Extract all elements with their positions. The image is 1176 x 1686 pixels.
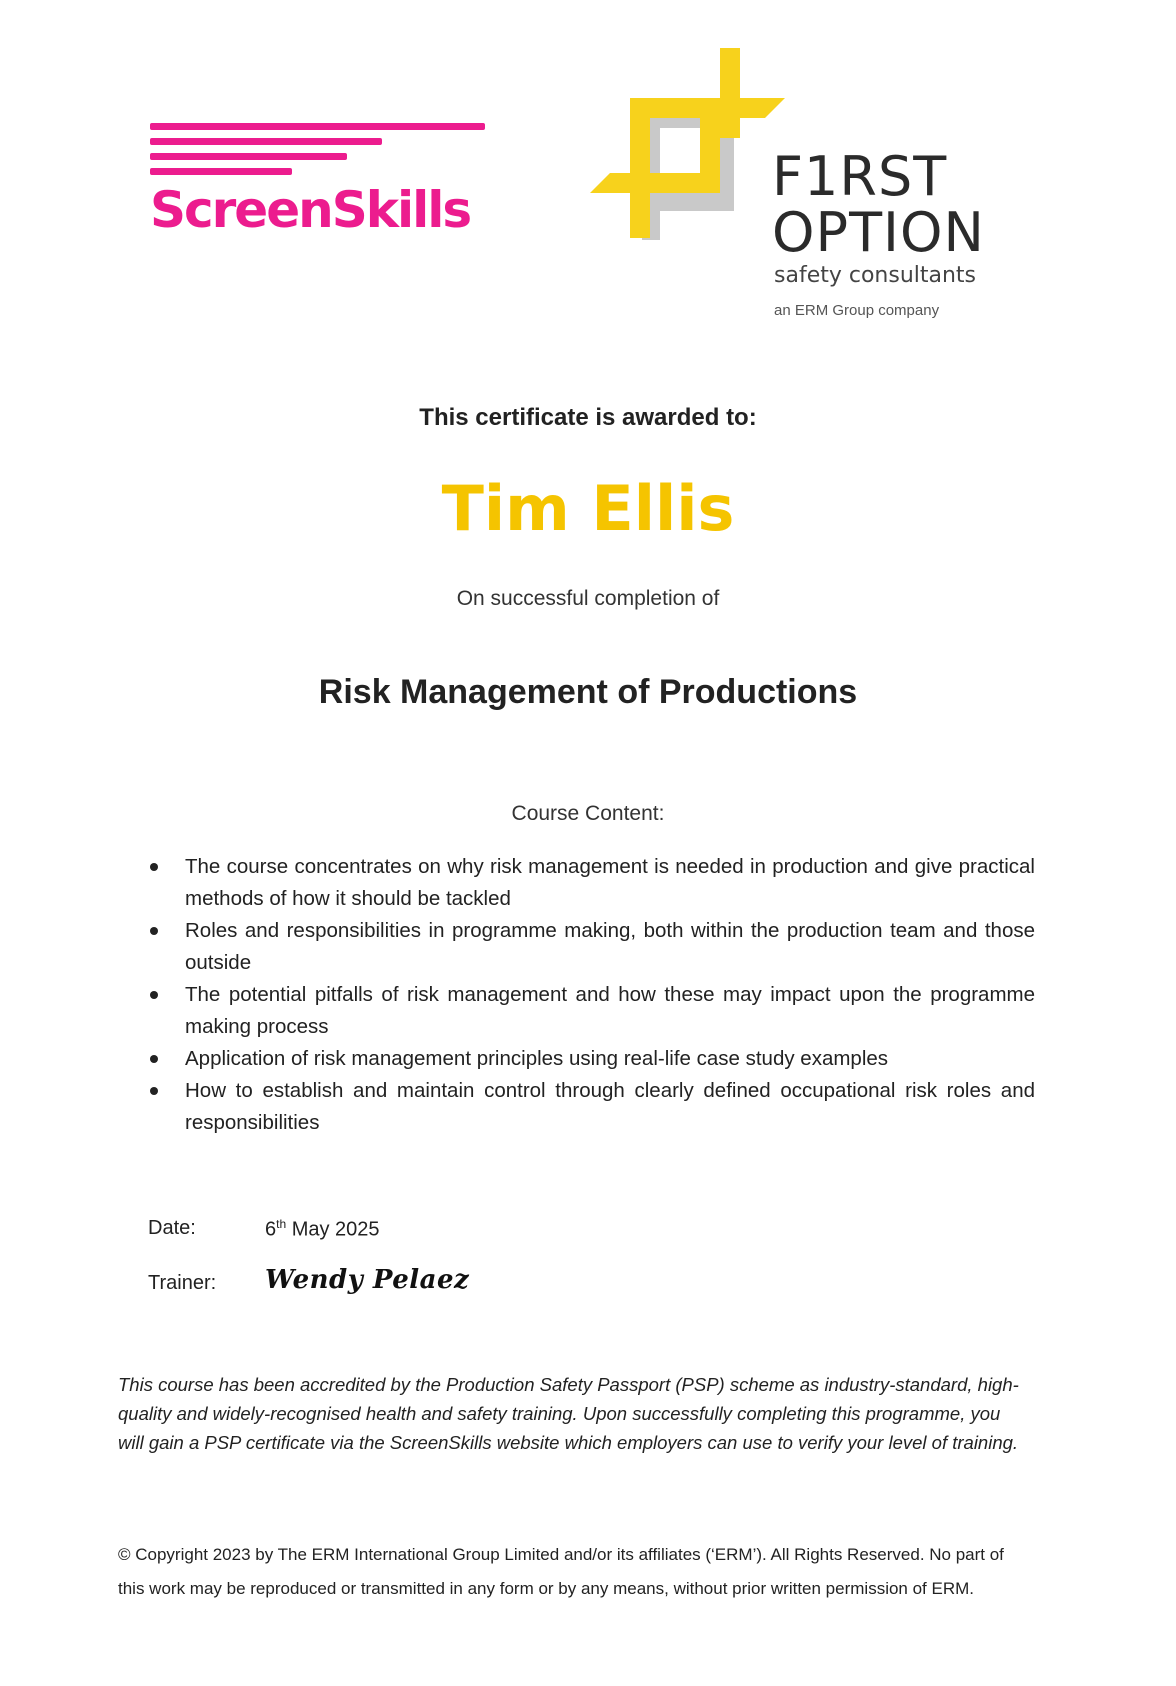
- copyright-text: © Copyright 2023 by The ERM International Group Limited and/or its affiliates (‘ERM’). All Rights Reserved. No part of this work may be reproduced or transmitted in any form or by any means, without prior written permission of ERM.: [118, 1545, 1004, 1598]
- list-item: Application of risk management principles using real-life case study examples: [150, 1043, 1035, 1075]
- recipient-name: Tim Ellis: [441, 472, 735, 545]
- logo-group-text: an ERM Group company: [774, 302, 940, 319]
- list-item: The potential pitfalls of risk management and how these may impact upon the programme making process: [150, 979, 1035, 1043]
- list-item: The course concentrates on why risk management is needed in production and give practical methods of how it should be tackled: [150, 851, 1035, 915]
- logo-first-text: F1RST: [772, 145, 948, 208]
- date-label: Date:: [148, 1217, 196, 1239]
- date-suffix: th: [276, 1217, 287, 1231]
- first-option-logo: [590, 48, 1030, 328]
- logo-tagline: safety consultants: [774, 263, 977, 288]
- logo-stripe: [150, 123, 485, 130]
- awarded-heading: This certificate is awarded to:: [419, 404, 757, 431]
- course-title: Risk Management of Productions: [318, 673, 858, 711]
- date-day: 6: [265, 1218, 277, 1241]
- logo-stripe: [150, 138, 382, 145]
- logo-stripe: [150, 153, 347, 160]
- trainer-label: Trainer:: [148, 1272, 217, 1294]
- date-rest: May 2025: [286, 1218, 380, 1241]
- accreditation-text: This course has been accredited by the Production Safety Passport (PSP) scheme as industry-standard, high-quality and widely-recognised health and safety training. Upon successfully completing this programme, you will gain a PSP certificate via the ScreenSkills website which employers can use to verify your level of training.: [118, 1374, 1019, 1453]
- logo-stripe: [150, 168, 292, 175]
- trainer-signature: Wendy Pelaez: [265, 1265, 470, 1295]
- first-option-emblem-icon: [590, 48, 790, 258]
- content-heading: Course Content:: [511, 802, 665, 825]
- list-item: Roles and responsibilities in programme making, both within the production team and those outside: [150, 915, 1035, 979]
- screenskills-wordmark: ScreenSkills: [150, 181, 471, 239]
- logo-option-text: OPTION: [772, 201, 985, 264]
- list-item: How to establish and maintain control through clearly defined occupational risk roles and responsibilities: [150, 1075, 1035, 1139]
- completion-text: On successful completion of: [456, 587, 720, 610]
- date-value: [265, 1217, 380, 1242]
- screenskills-logo: [150, 123, 490, 243]
- course-content-list: [150, 851, 1035, 1139]
